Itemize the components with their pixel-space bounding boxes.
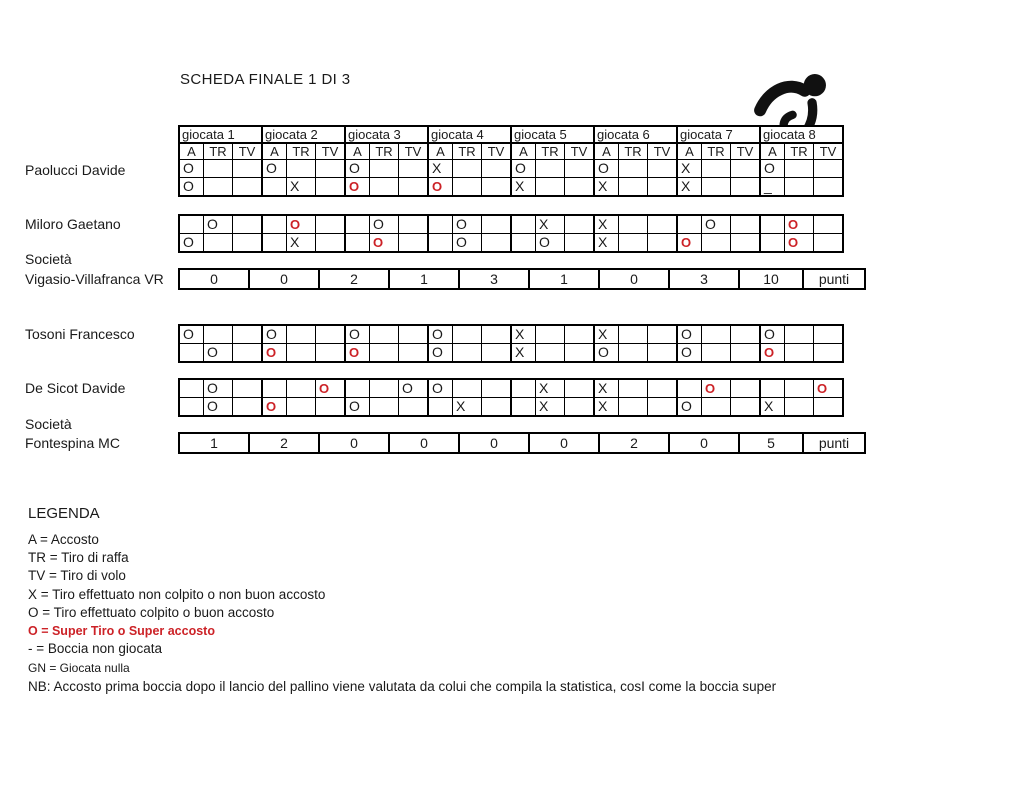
mark-cell — [262, 234, 287, 253]
mark-cell: X — [453, 398, 482, 417]
shot-col-header: TR — [287, 143, 316, 160]
mark-cell: X — [594, 398, 619, 417]
mark-cell — [760, 234, 785, 253]
mark-cell: O — [204, 398, 233, 417]
mark-cell — [731, 379, 761, 398]
mark-cell — [760, 379, 785, 398]
mark-cell — [565, 215, 595, 234]
mark-cell — [814, 234, 844, 253]
mark-cell — [565, 160, 595, 178]
mark-cell: O — [453, 215, 482, 234]
mark-cell: O — [345, 344, 370, 363]
shot-col-header: TV — [399, 143, 429, 160]
mark-cell: O — [345, 178, 370, 197]
points-cell: 2 — [249, 433, 319, 453]
mark-cell — [262, 178, 287, 197]
mark-cell — [453, 178, 482, 197]
shot-col-header: TR — [370, 143, 399, 160]
legend-item: - = Boccia non giocata — [28, 641, 162, 657]
mark-cell — [619, 215, 648, 234]
mark-cell: X — [677, 160, 702, 178]
mark-cell — [287, 344, 316, 363]
mark-cell — [619, 398, 648, 417]
mark-cell — [316, 398, 346, 417]
mark-cell — [565, 398, 595, 417]
mark-cell — [179, 398, 204, 417]
shot-col-header: TV — [814, 143, 844, 160]
mark-cell: X — [677, 178, 702, 197]
mark-cell — [370, 344, 399, 363]
society-label: Società — [25, 416, 72, 432]
score-grid-table — [178, 378, 844, 417]
shot-col-header: TV — [233, 143, 263, 160]
mark-cell — [482, 379, 512, 398]
mark-cell — [565, 234, 595, 253]
shot-col-header: A — [428, 143, 453, 160]
mark-cell: X — [760, 398, 785, 417]
mark-cell — [785, 379, 814, 398]
mark-cell — [287, 379, 316, 398]
mark-cell — [316, 160, 346, 178]
mark-cell — [785, 344, 814, 363]
marks-row — [179, 379, 843, 398]
mark-cell — [428, 215, 453, 234]
points-row — [179, 433, 865, 453]
mark-cell — [399, 344, 429, 363]
marks-row — [179, 178, 843, 197]
mark-cell — [453, 379, 482, 398]
marks-row — [179, 234, 843, 253]
mark-cell: O — [428, 344, 453, 363]
shot-col-header: A — [677, 143, 702, 160]
mark-cell — [233, 398, 263, 417]
mark-cell — [731, 325, 761, 344]
mark-cell — [399, 215, 429, 234]
points-unit-cell: punti — [803, 433, 865, 453]
mark-cell — [702, 344, 731, 363]
mark-cell: X — [594, 325, 619, 344]
points-unit-cell: punti — [803, 269, 865, 289]
mark-cell — [702, 398, 731, 417]
shot-col-header: TV — [731, 143, 761, 160]
mark-cell: O — [453, 234, 482, 253]
mark-cell — [785, 160, 814, 178]
mark-cell: O — [702, 379, 731, 398]
page-title: SCHEDA FINALE 1 DI 3 — [180, 71, 351, 88]
player-head — [804, 74, 826, 96]
mark-cell — [731, 398, 761, 417]
mark-cell: O — [262, 398, 287, 417]
points-cell: 2 — [319, 269, 389, 289]
mark-cell — [536, 344, 565, 363]
mark-cell — [316, 344, 346, 363]
mark-cell — [204, 234, 233, 253]
mark-cell — [370, 398, 399, 417]
shot-col-header: TR — [536, 143, 565, 160]
mark-cell — [316, 234, 346, 253]
shot-col-header: TR — [619, 143, 648, 160]
shot-col-header: A — [760, 143, 785, 160]
mark-cell — [345, 234, 370, 253]
legend — [28, 505, 928, 694]
mark-cell: X — [511, 325, 536, 344]
mark-cell — [814, 398, 844, 417]
player-name-label: Paolucci Davide — [25, 162, 126, 178]
mark-cell — [619, 160, 648, 178]
player-name-label: Miloro Gaetano — [25, 216, 121, 232]
points-table — [178, 268, 866, 290]
mark-cell — [565, 344, 595, 363]
mark-cell — [453, 344, 482, 363]
shot-col-header: A — [262, 143, 287, 160]
mark-cell — [453, 325, 482, 344]
mark-cell: O — [677, 398, 702, 417]
mark-cell: O — [702, 215, 731, 234]
mark-cell: O — [594, 344, 619, 363]
giocata-header-cell: giocata 4 — [428, 126, 511, 143]
mark-cell — [345, 215, 370, 234]
mark-cell: O — [511, 160, 536, 178]
society-label: Società — [25, 251, 72, 267]
mark-cell — [648, 234, 678, 253]
mark-cell: O — [179, 178, 204, 197]
legend-item: O = Tiro effettuato colpito o buon accosto — [28, 604, 275, 620]
mark-cell — [482, 178, 512, 197]
shot-col-header: A — [594, 143, 619, 160]
mark-cell: X — [536, 215, 565, 234]
mark-cell — [345, 379, 370, 398]
marks-row — [179, 344, 843, 363]
mark-cell: _ — [760, 178, 785, 197]
mark-cell — [204, 160, 233, 178]
mark-cell: O — [179, 234, 204, 253]
points-cell: 0 — [389, 433, 459, 453]
legend-item: GN = Giocata nulla — [28, 661, 130, 676]
society-name-label: Vigasio-Villafranca VR — [25, 271, 164, 287]
mark-cell: O — [204, 344, 233, 363]
mark-cell — [536, 325, 565, 344]
points-table — [178, 432, 866, 454]
mark-cell: O — [370, 215, 399, 234]
mark-cell — [648, 160, 678, 178]
mark-cell: O — [179, 160, 204, 178]
mark-cell — [677, 215, 702, 234]
mark-cell: X — [594, 234, 619, 253]
mark-cell: X — [511, 344, 536, 363]
mark-cell: X — [594, 215, 619, 234]
mark-cell: X — [594, 379, 619, 398]
mark-cell: O — [814, 379, 844, 398]
mark-cell: O — [785, 215, 814, 234]
points-cell: 1 — [179, 433, 249, 453]
mark-cell — [233, 344, 263, 363]
mark-cell — [428, 234, 453, 253]
mark-cell — [482, 160, 512, 178]
mark-cell — [648, 379, 678, 398]
mark-cell: O — [677, 325, 702, 344]
mark-cell — [399, 234, 429, 253]
mark-cell — [565, 325, 595, 344]
points-cell: 3 — [459, 269, 529, 289]
mark-cell — [399, 325, 429, 344]
mark-cell — [370, 379, 399, 398]
mark-cell — [648, 398, 678, 417]
points-total-cell: 10 — [739, 269, 803, 289]
mark-cell — [511, 234, 536, 253]
mark-cell: O — [428, 178, 453, 197]
mark-cell — [370, 325, 399, 344]
mark-cell — [233, 215, 263, 234]
marks-row — [179, 325, 843, 344]
mark-cell — [619, 344, 648, 363]
score-grid-table — [178, 214, 844, 253]
mark-cell — [287, 398, 316, 417]
mark-cell: O — [345, 160, 370, 178]
mark-cell — [814, 344, 844, 363]
society-name-label: Fontespina MC — [25, 435, 120, 451]
mark-cell: O — [594, 160, 619, 178]
shot-col-header: A — [179, 143, 204, 160]
shot-col-header: TR — [785, 143, 814, 160]
mark-cell — [233, 160, 263, 178]
mark-cell: O — [677, 344, 702, 363]
mark-cell — [702, 325, 731, 344]
mark-cell — [619, 379, 648, 398]
mark-cell — [482, 215, 512, 234]
mark-cell — [731, 178, 761, 197]
mark-cell — [399, 178, 429, 197]
mark-cell: O — [262, 160, 287, 178]
points-cell: 1 — [389, 269, 459, 289]
mark-cell — [785, 178, 814, 197]
mark-cell — [233, 234, 263, 253]
mark-cell — [536, 160, 565, 178]
mark-cell: O — [760, 325, 785, 344]
mark-cell: X — [287, 178, 316, 197]
mark-cell — [370, 178, 399, 197]
shot-col-header: TV — [316, 143, 346, 160]
legend-item: TV = Tiro di volo — [28, 568, 126, 584]
shot-col-header: TV — [482, 143, 512, 160]
points-row — [179, 269, 865, 289]
points-cell: 3 — [669, 269, 739, 289]
mark-cell — [814, 325, 844, 344]
mark-cell — [370, 160, 399, 178]
mark-cell: X — [428, 160, 453, 178]
mark-cell: O — [345, 398, 370, 417]
mark-cell — [677, 379, 702, 398]
mark-cell — [179, 344, 204, 363]
mark-cell: X — [536, 398, 565, 417]
mark-cell: O — [262, 325, 287, 344]
points-cell: 0 — [249, 269, 319, 289]
mark-cell: O — [760, 160, 785, 178]
legend-item: TR = Tiro di raffa — [28, 550, 129, 566]
legend-item: O = Super Tiro o Super accosto — [28, 624, 215, 639]
mark-cell — [511, 215, 536, 234]
mark-cell — [511, 398, 536, 417]
marks-row — [179, 215, 843, 234]
shot-col-header: TR — [204, 143, 233, 160]
mark-cell — [619, 178, 648, 197]
mark-cell: O — [536, 234, 565, 253]
mark-cell — [760, 215, 785, 234]
legend-items — [28, 531, 928, 678]
mark-cell — [648, 344, 678, 363]
mark-cell — [648, 215, 678, 234]
mark-cell — [565, 178, 595, 197]
mark-cell: O — [760, 344, 785, 363]
legend-item: X = Tiro effettuato non colpito o non buon accosto — [28, 586, 326, 602]
mark-cell — [648, 325, 678, 344]
giocata-header-cell: giocata 2 — [262, 126, 345, 143]
shot-col-header: TR — [702, 143, 731, 160]
mark-cell — [536, 178, 565, 197]
legend-title: LEGENDA — [28, 505, 100, 522]
mark-cell: O — [399, 379, 429, 398]
mark-cell — [619, 325, 648, 344]
mark-cell: X — [594, 178, 619, 197]
mark-cell: O — [785, 234, 814, 253]
mark-cell — [316, 178, 346, 197]
mark-cell — [482, 398, 512, 417]
mark-cell — [179, 379, 204, 398]
mark-cell — [453, 160, 482, 178]
mark-cell — [262, 215, 287, 234]
mark-cell: O — [204, 379, 233, 398]
score-grid-header-table — [178, 125, 844, 197]
mark-cell — [482, 344, 512, 363]
player-name-label: De Sicot Davide — [25, 380, 126, 396]
mark-cell: O — [428, 379, 453, 398]
mark-cell — [316, 215, 346, 234]
mark-cell: O — [370, 234, 399, 253]
mark-cell: O — [262, 344, 287, 363]
mark-cell — [565, 379, 595, 398]
mark-cell — [731, 234, 761, 253]
mark-cell — [702, 178, 731, 197]
points-cell: 0 — [459, 433, 529, 453]
mark-cell — [731, 215, 761, 234]
mark-cell — [785, 325, 814, 344]
mark-cell — [428, 398, 453, 417]
mark-cell: O — [428, 325, 453, 344]
mark-cell — [731, 160, 761, 178]
player-name-label: Tosoni Francesco — [25, 326, 135, 342]
shot-columns-row — [179, 143, 843, 160]
mark-cell — [287, 160, 316, 178]
legend-item: A = Accosto — [28, 532, 99, 547]
shot-col-header: TV — [648, 143, 678, 160]
mark-cell — [204, 178, 233, 197]
mark-cell — [619, 234, 648, 253]
mark-cell — [287, 325, 316, 344]
points-cell: 0 — [669, 433, 739, 453]
mark-cell — [233, 379, 263, 398]
mark-cell: O — [287, 215, 316, 234]
mark-cell — [482, 234, 512, 253]
mark-cell — [814, 215, 844, 234]
giocata-header-cell: giocata 5 — [511, 126, 594, 143]
mark-cell: O — [204, 215, 233, 234]
mark-cell — [702, 160, 731, 178]
points-cell: 0 — [599, 269, 669, 289]
mark-cell — [482, 325, 512, 344]
mark-cell — [511, 379, 536, 398]
mark-cell: O — [316, 379, 346, 398]
mark-cell — [731, 344, 761, 363]
mark-cell: X — [287, 234, 316, 253]
giocata-header-cell: giocata 6 — [594, 126, 677, 143]
points-cell: 0 — [529, 433, 599, 453]
mark-cell — [233, 325, 263, 344]
giocata-header-cell: giocata 3 — [345, 126, 428, 143]
points-cell: 1 — [529, 269, 599, 289]
mark-cell — [316, 325, 346, 344]
points-cell: 2 — [599, 433, 669, 453]
shot-col-header: TV — [565, 143, 595, 160]
mark-cell — [814, 160, 844, 178]
score-grid-table — [178, 324, 844, 363]
mark-cell — [262, 379, 287, 398]
mark-cell — [399, 160, 429, 178]
mark-cell — [785, 398, 814, 417]
shot-col-header: TR — [453, 143, 482, 160]
giocata-header-row — [179, 126, 843, 143]
points-cell: 0 — [319, 433, 389, 453]
marks-row — [179, 160, 843, 178]
mark-cell: O — [179, 325, 204, 344]
mark-cell — [233, 178, 263, 197]
mark-cell — [399, 398, 429, 417]
giocata-header-cell: giocata 1 — [179, 126, 262, 143]
legend-note: NB: Accosto prima boccia dopo il lancio del pallino viene valutata da colui che compila la statistica, cosI come la boccia super — [28, 679, 777, 695]
shot-col-header: A — [345, 143, 370, 160]
mark-cell — [702, 234, 731, 253]
shot-col-header: A — [511, 143, 536, 160]
points-total-cell: 5 — [739, 433, 803, 453]
mark-cell: X — [536, 379, 565, 398]
giocata-header-cell: giocata 8 — [760, 126, 843, 143]
mark-cell — [204, 325, 233, 344]
marks-row — [179, 398, 843, 417]
mark-cell — [814, 178, 844, 197]
points-cell: 0 — [179, 269, 249, 289]
giocata-header-cell: giocata 7 — [677, 126, 760, 143]
mark-cell: X — [511, 178, 536, 197]
mark-cell: O — [345, 325, 370, 344]
mark-cell — [179, 215, 204, 234]
mark-cell: O — [677, 234, 702, 253]
mark-cell — [648, 178, 678, 197]
